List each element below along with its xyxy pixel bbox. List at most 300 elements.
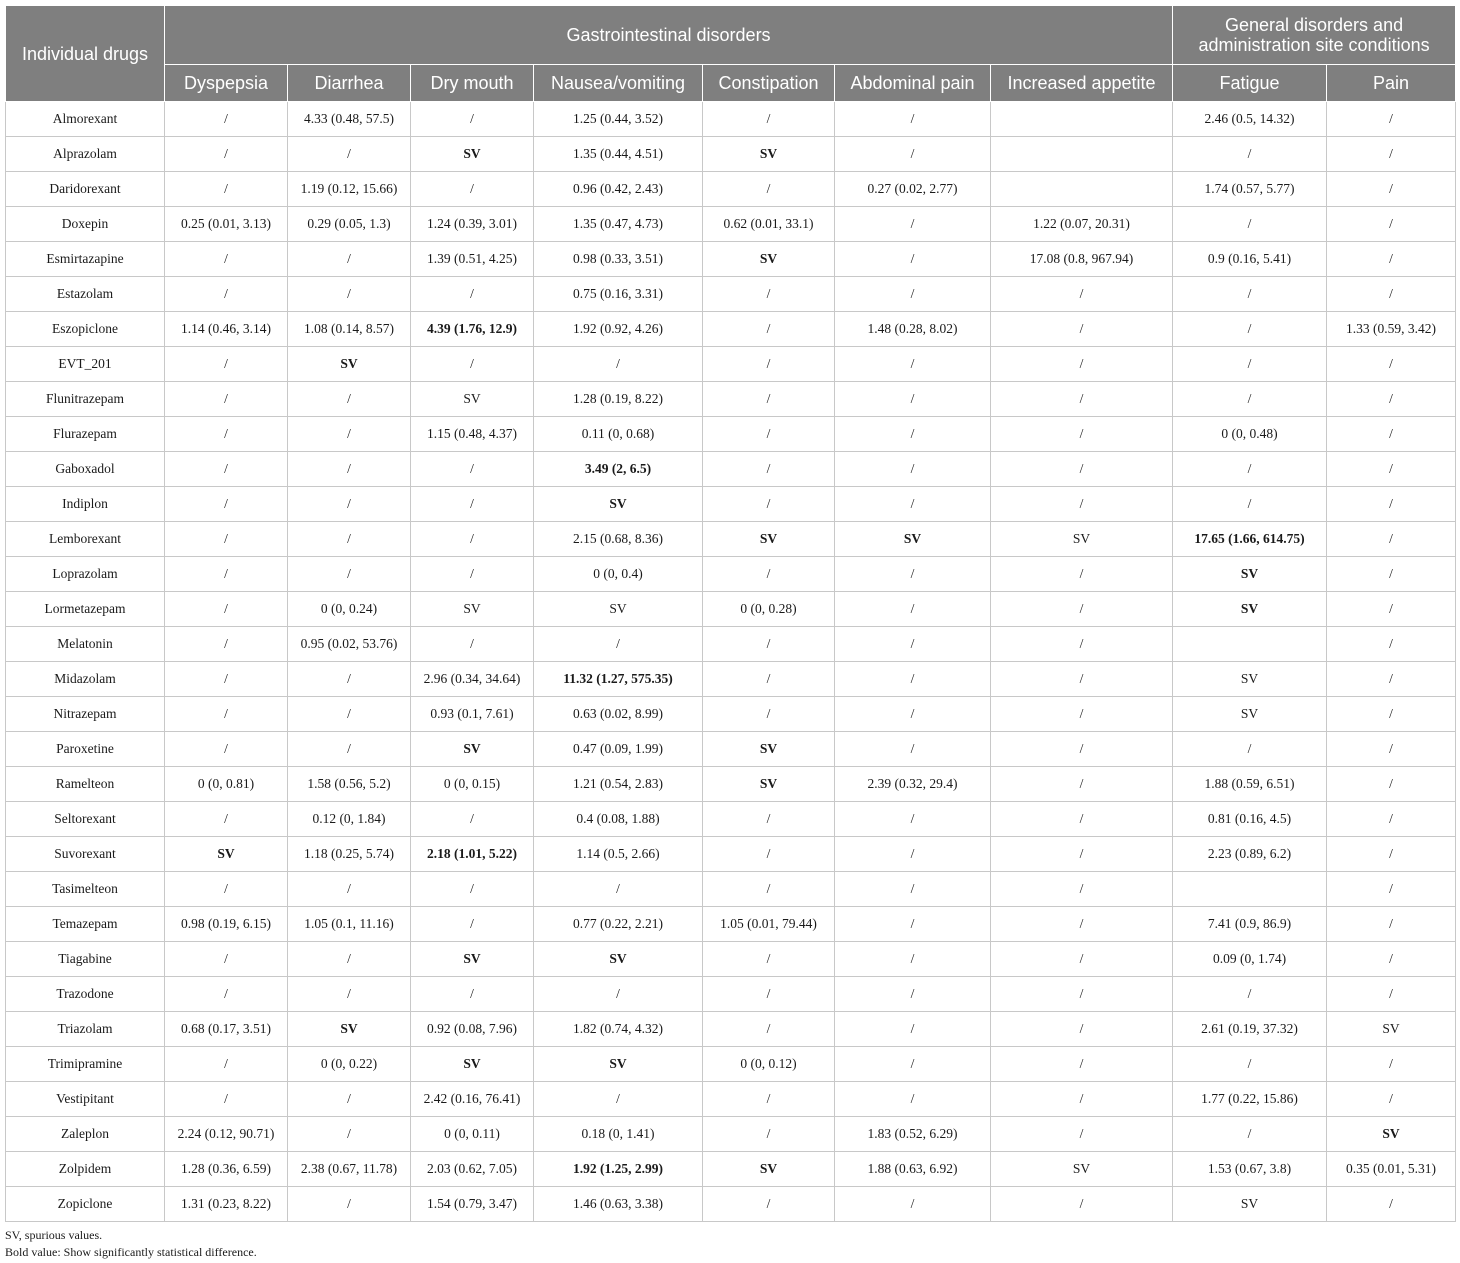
table-row [6,172,1456,207]
value-cell: / [1327,767,1456,802]
value-cell: / [288,732,411,767]
value-cell: SV [411,592,534,627]
value-cell: / [703,347,835,382]
value-cell: SV [411,382,534,417]
value-cell: 2.61 (0.19, 37.32) [1173,1012,1327,1047]
value-cell: / [1173,977,1327,1012]
value-cell: 0.9 (0.16, 5.41) [1173,242,1327,277]
drug-name-cell: Doxepin [6,207,165,242]
table-row [6,1047,1456,1082]
drug-name-cell: Tasimelteon [6,872,165,907]
value-cell: / [1327,627,1456,662]
value-cell: / [703,1012,835,1047]
table-row [6,732,1456,767]
table-row [6,417,1456,452]
header-dyspepsia: Dyspepsia [165,65,288,102]
value-cell: / [835,942,991,977]
table-row [6,102,1456,137]
table-row [6,207,1456,242]
value-cell: / [411,557,534,592]
value-cell: / [835,487,991,522]
table-row [6,487,1456,522]
value-cell: 1.22 (0.07, 20.31) [991,207,1173,242]
value-cell: / [703,487,835,522]
table-row [6,347,1456,382]
drug-name-cell: EVT_201 [6,347,165,382]
drug-name-cell: Flurazepam [6,417,165,452]
value-cell: / [835,627,991,662]
value-cell: 2.18 (1.01, 5.22) [411,837,534,872]
value-cell: / [165,172,288,207]
value-cell: / [703,697,835,732]
value-cell: / [534,627,703,662]
value-cell: SV [411,1047,534,1082]
value-cell: 1.08 (0.14, 8.57) [288,312,411,347]
value-cell: / [991,1082,1173,1117]
value-cell: / [991,872,1173,907]
value-cell: 1.82 (0.74, 4.32) [534,1012,703,1047]
value-cell: / [991,802,1173,837]
value-cell: / [835,802,991,837]
value-cell: / [991,1187,1173,1222]
value-cell: 0 (0, 0.24) [288,592,411,627]
value-cell: 11.32 (1.27, 575.35) [534,662,703,697]
value-cell: / [835,732,991,767]
value-cell: / [165,242,288,277]
value-cell: 1.35 (0.44, 4.51) [534,137,703,172]
value-cell: / [1327,942,1456,977]
value-cell: / [411,487,534,522]
value-cell: SV [1173,557,1327,592]
value-cell: / [703,1117,835,1152]
value-cell: / [835,1047,991,1082]
value-cell: / [165,802,288,837]
drug-name-cell: Vestipitant [6,1082,165,1117]
drug-name-cell: Lormetazepam [6,592,165,627]
value-cell: / [411,627,534,662]
value-cell: 4.39 (1.76, 12.9) [411,312,534,347]
value-cell: / [703,452,835,487]
table-row [6,137,1456,172]
header-gastrointestinal-disorders: Gastrointestinal disorders [165,6,1173,65]
value-cell: / [703,837,835,872]
value-cell: SV [703,1152,835,1187]
value-cell: 2.03 (0.62, 7.05) [411,1152,534,1187]
value-cell: / [411,977,534,1012]
adverse-events-table [5,5,1456,1222]
value-cell: / [835,907,991,942]
value-cell: / [288,1117,411,1152]
value-cell: / [835,977,991,1012]
value-cell: / [1173,312,1327,347]
value-cell: / [703,312,835,347]
value-cell: 2.24 (0.12, 90.71) [165,1117,288,1152]
drug-name-cell: Trimipramine [6,1047,165,1082]
value-cell: 0.92 (0.08, 7.96) [411,1012,534,1047]
value-cell: / [1173,452,1327,487]
value-cell [1173,872,1327,907]
value-cell: 1.14 (0.46, 3.14) [165,312,288,347]
value-cell: 7.41 (0.9, 86.9) [1173,907,1327,942]
value-cell: / [411,872,534,907]
value-cell: 0 (0, 0.4) [534,557,703,592]
value-cell: SV [165,837,288,872]
value-cell: / [835,872,991,907]
value-cell: / [288,697,411,732]
drug-name-cell: Zolpidem [6,1152,165,1187]
value-cell: / [1327,837,1456,872]
value-cell: 0 (0, 0.12) [703,1047,835,1082]
value-cell: SV [703,137,835,172]
value-cell: 1.21 (0.54, 2.83) [534,767,703,802]
drug-name-cell: Alprazolam [6,137,165,172]
value-cell: 0.27 (0.02, 2.77) [835,172,991,207]
value-cell: 1.88 (0.63, 6.92) [835,1152,991,1187]
value-cell: / [1327,802,1456,837]
value-cell: 0 (0, 0.28) [703,592,835,627]
drug-name-cell: Lemborexant [6,522,165,557]
value-cell: 0.98 (0.33, 3.51) [534,242,703,277]
table-row [6,1012,1456,1047]
value-cell: SV [411,732,534,767]
value-cell: / [165,487,288,522]
drug-name-cell: Zopiclone [6,1187,165,1222]
value-cell: / [288,662,411,697]
value-cell: 0 (0, 0.22) [288,1047,411,1082]
value-cell: / [165,872,288,907]
value-cell: / [1327,137,1456,172]
value-cell: / [1327,277,1456,312]
value-cell: SV [411,942,534,977]
value-cell: / [1327,487,1456,522]
value-cell: 1.28 (0.19, 8.22) [534,382,703,417]
value-cell: / [1327,1082,1456,1117]
value-cell: SV [991,522,1173,557]
value-cell: 1.14 (0.5, 2.66) [534,837,703,872]
drug-name-cell: Flunitrazepam [6,382,165,417]
value-cell: / [835,417,991,452]
value-cell: / [991,627,1173,662]
value-cell: 17.08 (0.8, 967.94) [991,242,1173,277]
value-cell: / [835,207,991,242]
value-cell: / [165,942,288,977]
value-cell: / [703,627,835,662]
table-row [6,557,1456,592]
value-cell: 1.31 (0.23, 8.22) [165,1187,288,1222]
value-cell: / [165,102,288,137]
value-cell: / [411,522,534,557]
value-cell: 0 (0, 0.15) [411,767,534,802]
value-cell: SV [534,487,703,522]
value-cell: / [835,837,991,872]
value-cell: 1.19 (0.12, 15.66) [288,172,411,207]
value-cell: 0.25 (0.01, 3.13) [165,207,288,242]
value-cell: 0.4 (0.08, 1.88) [534,802,703,837]
value-cell: / [1327,102,1456,137]
value-cell: / [991,347,1173,382]
table-row [6,942,1456,977]
value-cell: / [1327,557,1456,592]
table-row [6,1117,1456,1152]
value-cell: / [991,907,1173,942]
drug-name-cell: Esmirtazapine [6,242,165,277]
value-cell: 2.39 (0.32, 29.4) [835,767,991,802]
value-cell: 3.49 (2, 6.5) [534,452,703,487]
header-pain: Pain [1327,65,1456,102]
value-cell: 0 (0, 0.48) [1173,417,1327,452]
value-cell: / [288,872,411,907]
value-cell: 1.88 (0.59, 6.51) [1173,767,1327,802]
value-cell: SV [534,1047,703,1082]
drug-name-cell: Tiagabine [6,942,165,977]
header-individual-drugs: Individual drugs [6,6,165,102]
value-cell: / [165,522,288,557]
drug-name-cell: Suvorexant [6,837,165,872]
value-cell: / [991,837,1173,872]
value-cell: / [411,802,534,837]
value-cell: 0.62 (0.01, 33.1) [703,207,835,242]
value-cell [1173,627,1327,662]
value-cell: / [1327,732,1456,767]
value-cell: / [1327,207,1456,242]
table-row [6,837,1456,872]
value-cell: SV [703,767,835,802]
drug-name-cell: Seltorexant [6,802,165,837]
footnotes [5,1227,1455,1261]
value-cell: / [835,1082,991,1117]
drug-name-cell: Melatonin [6,627,165,662]
value-cell: 1.92 (0.92, 4.26) [534,312,703,347]
header-general-disorders: General disorders and administration site conditions [1173,6,1456,65]
drug-name-cell: Paroxetine [6,732,165,767]
value-cell: SV [991,1152,1173,1187]
value-cell: / [1173,207,1327,242]
value-cell: SV [835,522,991,557]
value-cell: 1.05 (0.1, 11.16) [288,907,411,942]
value-cell: / [703,277,835,312]
value-cell: 1.35 (0.47, 4.73) [534,207,703,242]
value-cell: / [991,1012,1173,1047]
value-cell: / [835,347,991,382]
value-cell: / [991,277,1173,312]
value-cell [991,102,1173,137]
header-dry-mouth: Dry mouth [411,65,534,102]
value-cell: 0.09 (0, 1.74) [1173,942,1327,977]
value-cell: 1.54 (0.79, 3.47) [411,1187,534,1222]
value-cell: / [835,102,991,137]
value-cell: / [835,592,991,627]
drug-name-cell: Zaleplon [6,1117,165,1152]
value-cell: / [991,487,1173,522]
value-cell: SV [1173,697,1327,732]
value-cell: 0.18 (0, 1.41) [534,1117,703,1152]
table-row [6,452,1456,487]
value-cell: / [411,172,534,207]
value-cell: 1.24 (0.39, 3.01) [411,207,534,242]
value-cell: / [991,557,1173,592]
value-cell: / [703,382,835,417]
table-row [6,1187,1456,1222]
value-cell: 2.42 (0.16, 76.41) [411,1082,534,1117]
value-cell: 0 (0, 0.81) [165,767,288,802]
value-cell: / [991,697,1173,732]
table-row [6,767,1456,802]
value-cell: / [288,942,411,977]
value-cell: / [165,592,288,627]
value-cell: / [1173,277,1327,312]
value-cell: / [1327,382,1456,417]
table-row [6,1152,1456,1187]
value-cell: / [165,732,288,767]
value-cell: / [835,697,991,732]
value-cell: / [835,137,991,172]
table-row [6,697,1456,732]
table-row [6,277,1456,312]
value-cell: 0.11 (0, 0.68) [534,417,703,452]
value-cell: SV [703,522,835,557]
value-cell: / [1327,522,1456,557]
value-cell: / [165,557,288,592]
value-cell: / [991,977,1173,1012]
value-cell: / [1327,172,1456,207]
value-cell: / [1327,697,1456,732]
value-cell: / [835,242,991,277]
value-cell [991,172,1173,207]
value-cell: / [835,1187,991,1222]
value-cell: 2.15 (0.68, 8.36) [534,522,703,557]
table-container [5,5,1455,1261]
value-cell: / [835,1012,991,1047]
drug-name-cell: Triazolam [6,1012,165,1047]
value-cell: SV [288,347,411,382]
value-cell: 4.33 (0.48, 57.5) [288,102,411,137]
value-cell: / [534,977,703,1012]
value-cell: 0.63 (0.02, 8.99) [534,697,703,732]
value-cell: / [835,452,991,487]
value-cell: SV [411,137,534,172]
value-cell: / [288,137,411,172]
value-cell: SV [288,1012,411,1047]
value-cell: / [991,942,1173,977]
value-cell: / [991,312,1173,347]
value-cell: 0.12 (0, 1.84) [288,802,411,837]
drug-name-cell: Eszopiclone [6,312,165,347]
value-cell: 0.75 (0.16, 3.31) [534,277,703,312]
value-cell: / [288,382,411,417]
value-cell: / [165,1082,288,1117]
value-cell: 2.46 (0.5, 14.32) [1173,102,1327,137]
value-cell: / [991,382,1173,417]
value-cell: SV [703,732,835,767]
value-cell: 1.83 (0.52, 6.29) [835,1117,991,1152]
value-cell: / [703,977,835,1012]
value-cell: / [1173,487,1327,522]
value-cell: / [288,242,411,277]
value-cell: / [703,417,835,452]
value-cell: / [411,277,534,312]
drug-name-cell: Loprazolam [6,557,165,592]
value-cell: / [991,1047,1173,1082]
value-cell: 2.96 (0.34, 34.64) [411,662,534,697]
value-cell: / [288,1082,411,1117]
value-cell: SV [1173,662,1327,697]
header-diarrhea: Diarrhea [288,65,411,102]
table-row [6,977,1456,1012]
value-cell: SV [703,242,835,277]
value-cell: / [534,1082,703,1117]
value-cell: / [288,1187,411,1222]
header-constipation: Constipation [703,65,835,102]
table-row [6,242,1456,277]
value-cell [991,137,1173,172]
value-cell: / [288,977,411,1012]
value-cell: / [703,557,835,592]
value-cell: / [835,382,991,417]
drug-name-cell: Nitrazepam [6,697,165,732]
value-cell: / [165,977,288,1012]
value-cell: 1.05 (0.01, 79.44) [703,907,835,942]
footnote-sv: SV, spurious values. [5,1228,103,1242]
value-cell: / [703,802,835,837]
value-cell: / [703,102,835,137]
drug-name-cell: Daridorexant [6,172,165,207]
value-cell: / [288,452,411,487]
table-row [6,312,1456,347]
value-cell: / [165,1047,288,1082]
value-cell: 1.33 (0.59, 3.42) [1327,312,1456,347]
value-cell: / [1327,347,1456,382]
value-cell: / [288,417,411,452]
value-cell: / [703,942,835,977]
value-cell: 0.95 (0.02, 53.76) [288,627,411,662]
value-cell: SV [1327,1117,1456,1152]
drug-name-cell: Temazepam [6,907,165,942]
value-cell: 1.92 (1.25, 2.99) [534,1152,703,1187]
value-cell: / [288,522,411,557]
value-cell: 1.39 (0.51, 4.25) [411,242,534,277]
value-cell: 0.81 (0.16, 4.5) [1173,802,1327,837]
value-cell: / [991,452,1173,487]
value-cell: 0.29 (0.05, 1.3) [288,207,411,242]
value-cell: / [1173,137,1327,172]
value-cell: / [1327,872,1456,907]
value-cell: / [165,382,288,417]
drug-name-cell: Ramelteon [6,767,165,802]
table-row [6,872,1456,907]
value-cell: / [165,662,288,697]
value-cell: / [991,732,1173,767]
table-row [6,662,1456,697]
value-cell: SV [1327,1012,1456,1047]
table-body [6,102,1456,1222]
value-cell: / [534,872,703,907]
value-cell: / [1173,1117,1327,1152]
value-cell: / [288,277,411,312]
value-cell: / [703,1187,835,1222]
value-cell: / [991,662,1173,697]
value-cell: 1.46 (0.63, 3.38) [534,1187,703,1222]
value-cell: / [1327,1047,1456,1082]
drug-name-cell: Indiplon [6,487,165,522]
drug-name-cell: Midazolam [6,662,165,697]
value-cell: / [1327,592,1456,627]
value-cell: / [411,347,534,382]
value-cell: / [1173,347,1327,382]
value-cell: 0.93 (0.1, 7.61) [411,697,534,732]
value-cell: / [1327,907,1456,942]
value-cell: / [703,1082,835,1117]
value-cell: / [703,872,835,907]
